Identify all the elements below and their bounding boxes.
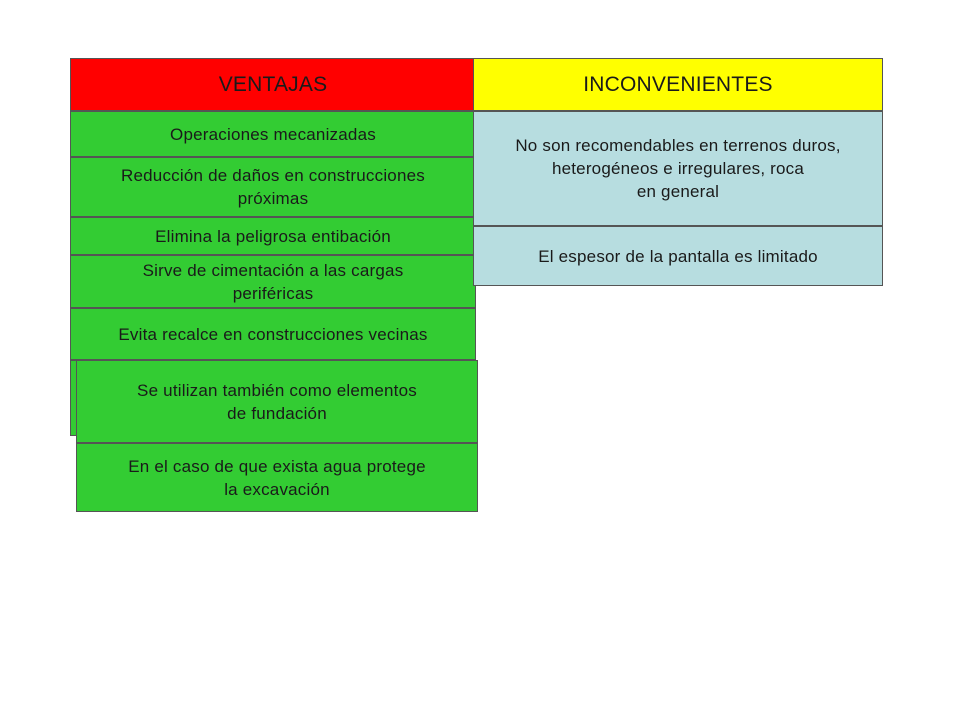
inconveniente-text-1: No son recomendables en terrenos duros, heterogéneos e irregulares, roca en general bbox=[515, 136, 841, 201]
inconveniente-text-2: El espesor de la pantalla es limitado bbox=[538, 246, 818, 266]
ventaja-text-2: Reducción de daños en construcciones próximas bbox=[121, 166, 425, 208]
ventaja-box-3 bbox=[70, 217, 476, 255]
ventaja-text-3: Elimina la peligrosa entibación bbox=[155, 226, 391, 246]
ventaja-box-4 bbox=[70, 255, 476, 308]
ventaja-text-6: Se utilizan también como elementos de fundación bbox=[137, 380, 417, 423]
inconveniente-box-1 bbox=[473, 111, 883, 226]
inconvenientes-header-label: INCONVENIENTES bbox=[583, 72, 773, 96]
ventaja-text-7: En el caso de que exista agua protege la excavación bbox=[128, 456, 426, 499]
inconveniente-box-2 bbox=[473, 226, 883, 286]
ventajas-header bbox=[70, 58, 476, 111]
ventaja-text-1: Operaciones mecanizadas bbox=[170, 124, 376, 144]
ventaja-box-2 bbox=[70, 157, 476, 217]
inconvenientes-header bbox=[473, 58, 883, 111]
ventaja-box-7 bbox=[76, 443, 478, 512]
ventajas-header-label: VENTAJAS bbox=[218, 72, 328, 96]
ventaja-box-6 bbox=[76, 360, 478, 443]
ventaja-text-5: Evita recalce en construcciones vecinas bbox=[118, 324, 428, 344]
ventaja-box-1 bbox=[70, 111, 476, 157]
ventaja-box-5 bbox=[70, 308, 476, 360]
ventaja-text-4: Sirve de cimentación a las cargas periféricas bbox=[142, 260, 404, 303]
